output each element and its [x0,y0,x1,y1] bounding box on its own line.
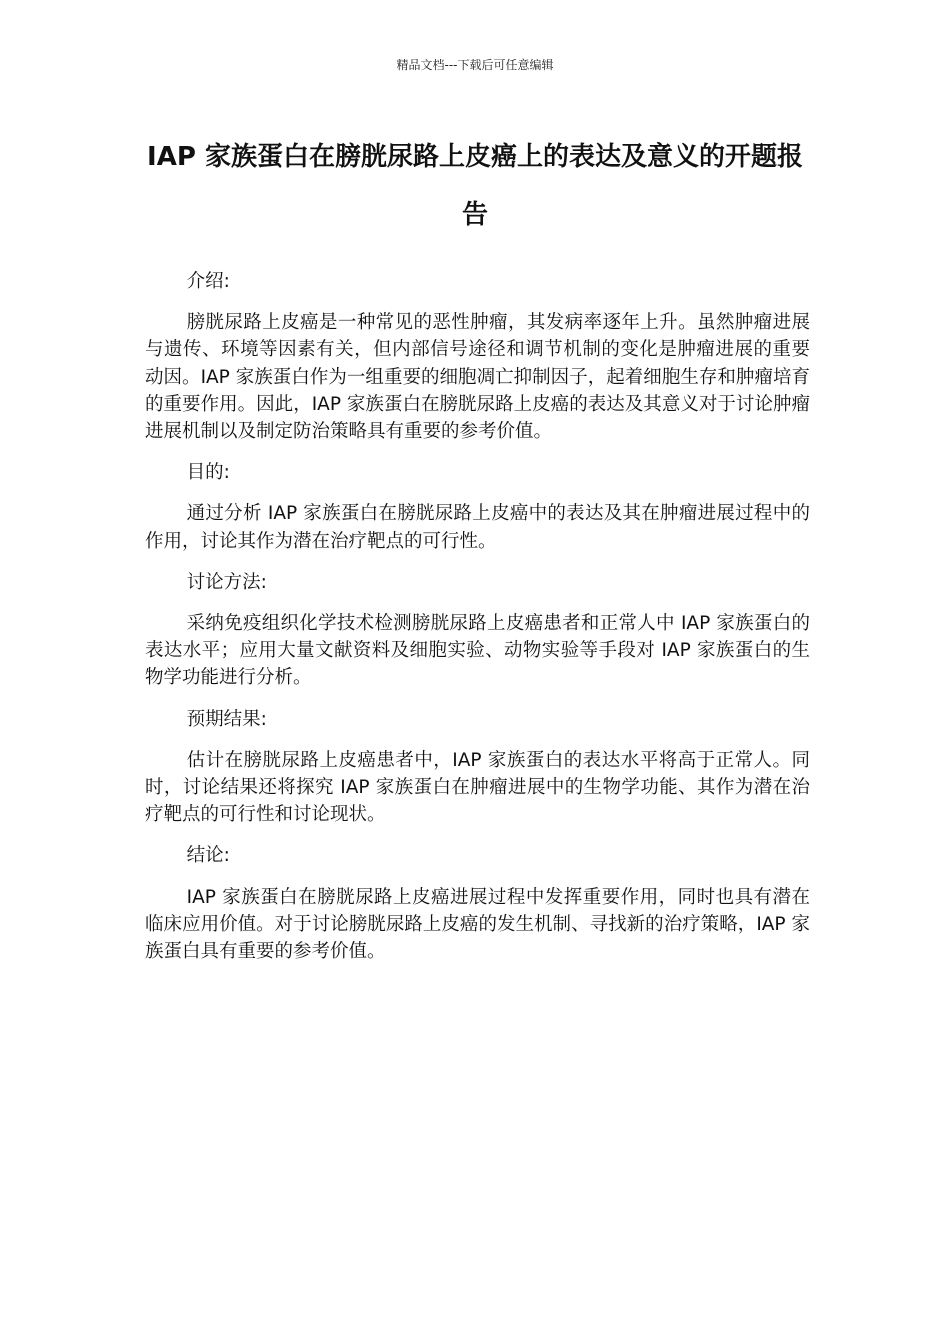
document-title: IAP 家族蛋白在膀胱尿路上皮癌上的表达及意义的开题报告 [147,142,803,230]
section-heading-conclusion: 结论: [186,845,230,867]
section-heading-expected-results: 预期结果: [186,708,267,730]
page-header: 精品文档---下载后可任意编辑 [396,58,554,72]
section-heading-methods: 讨论方法: [186,571,267,593]
section-heading-purpose: 目的: [186,462,230,484]
section-body-purpose: 通过分析 IAP 家族蛋白在膀胱尿路上皮癌中的表达及其在肿瘤进展过程中的作用，讨论其作为潜在治疗靶点的可行性。 [145,503,810,552]
section-body-conclusion: IAP 家族蛋白在膀胱尿路上皮癌进展过程中发挥重要作用，同时也具有潜在临床应用价值。对于讨论膀胱尿路上皮癌的发生机制、寻找新的治疗策略，IAP 家族蛋白具有重要的参考价值。 [145,886,810,963]
document-body [145,268,810,979]
section-body-methods: 采纳免疫组织化学技术检测膀胱尿路上皮癌患者和正常人中 IAP 家族蛋白的表达水平；应用大量文献资料及细胞实验、动物实验等手段对 IAP 家族蛋白的生物学功能进行分析。 [145,613,810,689]
section-body-expected-results: 估计在膀胱尿路上皮癌患者中，IAP 家族蛋白的表达水平将高于正常人。同时，讨论结果还将探究 IAP 家族蛋白在肿瘤进展中的生物学功能、其作为潜在治疗靶点的可行性和讨论现状。 [145,749,810,826]
section-body-introduction: 膀胱尿路上皮癌是一种常见的恶性肿瘤，其发病率逐年上升。虽然肿瘤进展与遗传、环境等因素有关，但内部信号途径和调节机制的变化是肿瘤进展的重要动因。IAP 家族蛋白作为一组重要的细胞凋亡抑制因子，起着细胞生存和肿瘤培育的重要作用。因此，IAP 家族蛋白在膀胱尿路上皮癌的表达及其意义对于讨论肿瘤进展机制以及制定防治策略具有重要的参考价值。 [145,312,810,443]
section-heading-introduction: 介绍: [186,271,230,292]
